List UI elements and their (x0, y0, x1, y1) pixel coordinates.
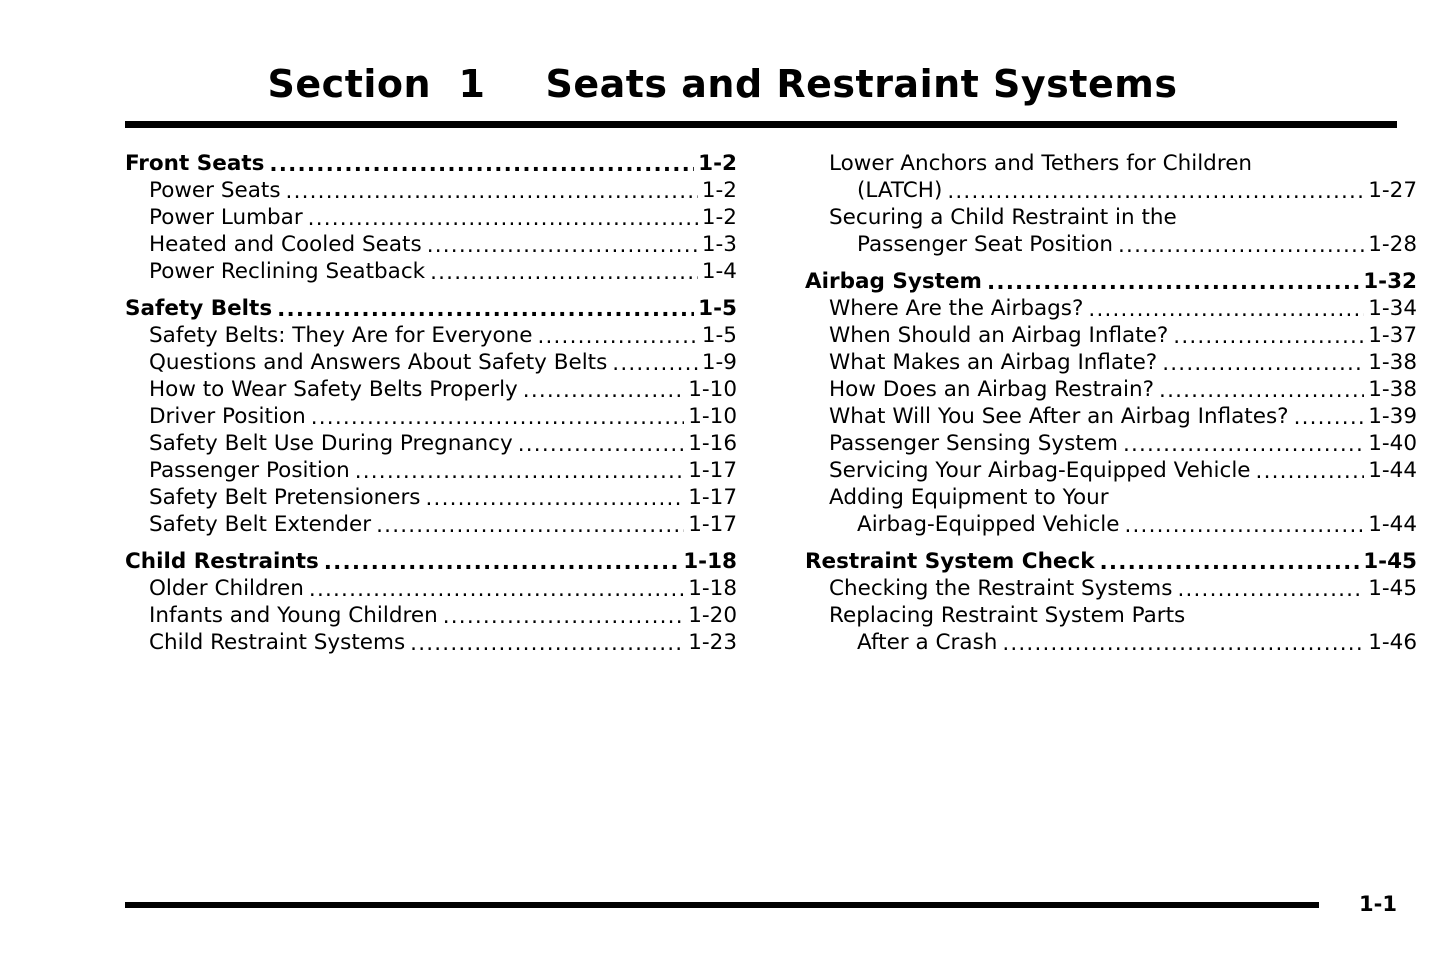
toc-entry[interactable] (805, 376, 1417, 403)
toc-columns (125, 150, 1417, 656)
toc-entry-label: Child Restraints (125, 549, 319, 574)
toc-entry[interactable] (125, 349, 737, 376)
page-title (0, 0, 1445, 106)
toc-entry-page: 1-39 (1368, 404, 1417, 429)
toc-entry[interactable] (805, 548, 1417, 575)
toc-entry-label: Power Lumbar (149, 205, 303, 230)
toc-entry-page: 1-32 (1363, 269, 1417, 294)
toc-leader-dots (410, 636, 684, 654)
toc-entry-page: 1-45 (1368, 576, 1417, 601)
toc-entry-page: 1-2 (701, 178, 737, 203)
toc-entry-wrap-line: Replacing Restraint System Parts (829, 603, 1186, 628)
toc-entry-page: 1-34 (1368, 296, 1417, 321)
toc-entry-page: 1-10 (688, 377, 737, 402)
toc-entry-label: Passenger Sensing System (829, 431, 1118, 456)
toc-entry-page: 1-2 (701, 205, 737, 230)
toc-entry[interactable] (125, 258, 737, 285)
toc-left-column (125, 150, 737, 656)
toc-leader-dots (1173, 329, 1364, 347)
toc-entry[interactable] (805, 430, 1417, 457)
toc-entry-label: How Does an Airbag Restrain? (829, 377, 1155, 402)
toc-entry[interactable] (125, 177, 737, 204)
toc-entry-page: 1-45 (1363, 549, 1417, 574)
toc-entry-label: Infants and Young Children (149, 603, 438, 628)
toc-entry[interactable] (805, 268, 1417, 295)
toc-leader-dots (537, 329, 697, 347)
toc-entry-label: Power Reclining Seatback (149, 259, 426, 284)
toc-right-column (805, 150, 1417, 656)
toc-entry-page: 1-2 (698, 151, 737, 176)
toc-leader-dots (269, 157, 694, 175)
toc-entry[interactable] (125, 295, 737, 322)
toc-entry-label: Servicing Your Airbag-Equipped Vehicle (829, 458, 1251, 483)
toc-entry-page: 1-46 (1368, 630, 1417, 655)
toc-entry-page: 1-4 (701, 259, 737, 284)
toc-entry[interactable] (125, 150, 737, 177)
header-divider (125, 121, 1397, 128)
toc-leader-dots (1088, 302, 1364, 320)
toc-entry-label: How to Wear Safety Belts Properly (149, 377, 518, 402)
toc-entry-label: Older Children (149, 576, 304, 601)
toc-entry-page: 1-18 (688, 576, 737, 601)
section-title: Seats and Restraint Systems (545, 62, 1178, 106)
page-number: 1-1 (1359, 892, 1397, 916)
toc-leader-dots (1294, 410, 1365, 428)
toc-entry-label: Restraint System Check (805, 549, 1095, 574)
toc-entry-label: Front Seats (125, 151, 265, 176)
toc-leader-dots (277, 302, 694, 320)
toc-entry[interactable] (125, 629, 737, 656)
toc-leader-dots (427, 238, 698, 256)
toc-leader-dots (612, 356, 698, 374)
toc-leader-dots (1002, 636, 1364, 654)
toc-entry-label: Checking the Restraint Systems (829, 576, 1173, 601)
toc-leader-dots (1159, 383, 1364, 401)
toc-leader-dots (523, 383, 684, 401)
toc-entry[interactable] (805, 511, 1417, 538)
toc-entry-page: 1-18 (683, 549, 737, 574)
toc-entry-label: Where Are the Airbags? (829, 296, 1084, 321)
toc-leader-dots (518, 437, 684, 455)
toc-leader-dots (430, 265, 698, 283)
toc-leader-dots (1162, 356, 1364, 374)
toc-entry-page: 1-16 (688, 431, 737, 456)
toc-leader-dots (308, 211, 698, 229)
footer-divider (125, 902, 1319, 908)
toc-entry[interactable] (125, 484, 737, 511)
toc-entry[interactable] (125, 322, 737, 349)
toc-entry-label: Heated and Cooled Seats (149, 232, 422, 257)
toc-leader-dots (1124, 518, 1364, 536)
toc-leader-dots (324, 555, 679, 573)
toc-leader-dots (426, 491, 685, 509)
toc-entry-page: 1-5 (698, 296, 737, 321)
toc-leader-dots (987, 275, 1359, 293)
toc-entry-page: 1-44 (1368, 512, 1417, 537)
toc-entry-page: 1-44 (1368, 458, 1417, 483)
toc-entry[interactable] (805, 231, 1417, 258)
toc-entry-page: 1-38 (1368, 350, 1417, 375)
toc-entry-label: Safety Belt Use During Pregnancy (149, 431, 513, 456)
toc-entry[interactable] (805, 295, 1417, 322)
toc-entry[interactable] (125, 231, 737, 258)
toc-leader-dots (1256, 464, 1365, 482)
toc-entry-page: 1-17 (688, 512, 737, 537)
toc-entry-label: (LATCH) (857, 178, 943, 203)
toc-entry[interactable] (125, 204, 737, 231)
toc-entry[interactable] (125, 376, 737, 403)
toc-entry-label: Child Restraint Systems (149, 630, 406, 655)
toc-entry-label: Questions and Answers About Safety Belts (149, 350, 608, 375)
toc-entry-page: 1-17 (688, 458, 737, 483)
toc-entry-page: 1-40 (1368, 431, 1417, 456)
toc-entry[interactable] (805, 177, 1417, 204)
toc-entry[interactable] (125, 403, 737, 430)
toc-entry-page: 1-17 (688, 485, 737, 510)
toc-entry-page: 1-10 (688, 404, 737, 429)
section-label: Section 1 (267, 62, 486, 106)
toc-entry[interactable] (125, 511, 737, 538)
toc-leader-dots (311, 410, 684, 428)
toc-entry-page: 1-38 (1368, 377, 1417, 402)
toc-entry-label: Airbag System (805, 269, 982, 294)
toc-entry[interactable] (125, 575, 737, 602)
toc-entry[interactable] (125, 430, 737, 457)
toc-entry-page: 1-37 (1368, 323, 1417, 348)
toc-entry[interactable] (125, 602, 737, 629)
toc-entry-label: Safety Belt Pretensioners (149, 485, 421, 510)
toc-entry-wrap-line: Adding Equipment to Your (829, 485, 1109, 510)
toc-entry[interactable] (805, 322, 1417, 349)
toc-entry[interactable] (805, 457, 1417, 484)
toc-entry-label: When Should an Airbag Inflate? (829, 323, 1169, 348)
toc-entry-page: 1-20 (688, 603, 737, 628)
toc-entry-page: 1-23 (688, 630, 737, 655)
toc-leader-dots (1100, 555, 1360, 573)
toc-entry[interactable] (805, 629, 1417, 656)
toc-entry-label: What Will You See After an Airbag Inflates? (829, 404, 1289, 429)
toc-entry-page: 1-3 (701, 232, 737, 257)
toc-leader-dots (286, 184, 698, 202)
toc-leader-dots (947, 184, 1364, 202)
toc-entry-page: 1-5 (701, 323, 737, 348)
page-footer (125, 894, 1397, 915)
toc-entry[interactable] (805, 403, 1417, 430)
toc-leader-dots (1177, 582, 1364, 600)
toc-leader-dots (1123, 437, 1364, 455)
toc-leader-dots (355, 464, 685, 482)
toc-leader-dots (309, 582, 684, 600)
toc-entry[interactable] (125, 548, 737, 575)
toc-entry-page: 1-9 (701, 350, 737, 375)
toc-entry-label: Airbag-Equipped Vehicle (857, 512, 1120, 537)
toc-entry[interactable] (125, 457, 737, 484)
toc-entry-wrap-line: Securing a Child Restraint in the (829, 205, 1177, 230)
toc-entry-wrap-line: Lower Anchors and Tethers for Children (829, 151, 1253, 176)
toc-entry-label: What Makes an Airbag Inflate? (829, 350, 1158, 375)
toc-entry-page: 1-28 (1368, 232, 1417, 257)
toc-leader-dots (376, 518, 684, 536)
toc-entry-label: Safety Belts: They Are for Everyone (149, 323, 533, 348)
toc-entry-label: Safety Belts (125, 296, 273, 321)
toc-entry-label: After a Crash (857, 630, 998, 655)
toc-entry[interactable] (805, 575, 1417, 602)
toc-entry-page: 1-27 (1368, 178, 1417, 203)
toc-entry-label: Driver Position (149, 404, 306, 429)
toc-leader-dots (443, 609, 684, 627)
toc-entry[interactable] (805, 349, 1417, 376)
toc-entry-label: Safety Belt Extender (149, 512, 372, 537)
toc-entry-label: Power Seats (149, 178, 281, 203)
toc-entry-label: Passenger Position (149, 458, 350, 483)
toc-leader-dots (1118, 238, 1364, 256)
toc-entry-label: Passenger Seat Position (857, 232, 1114, 257)
